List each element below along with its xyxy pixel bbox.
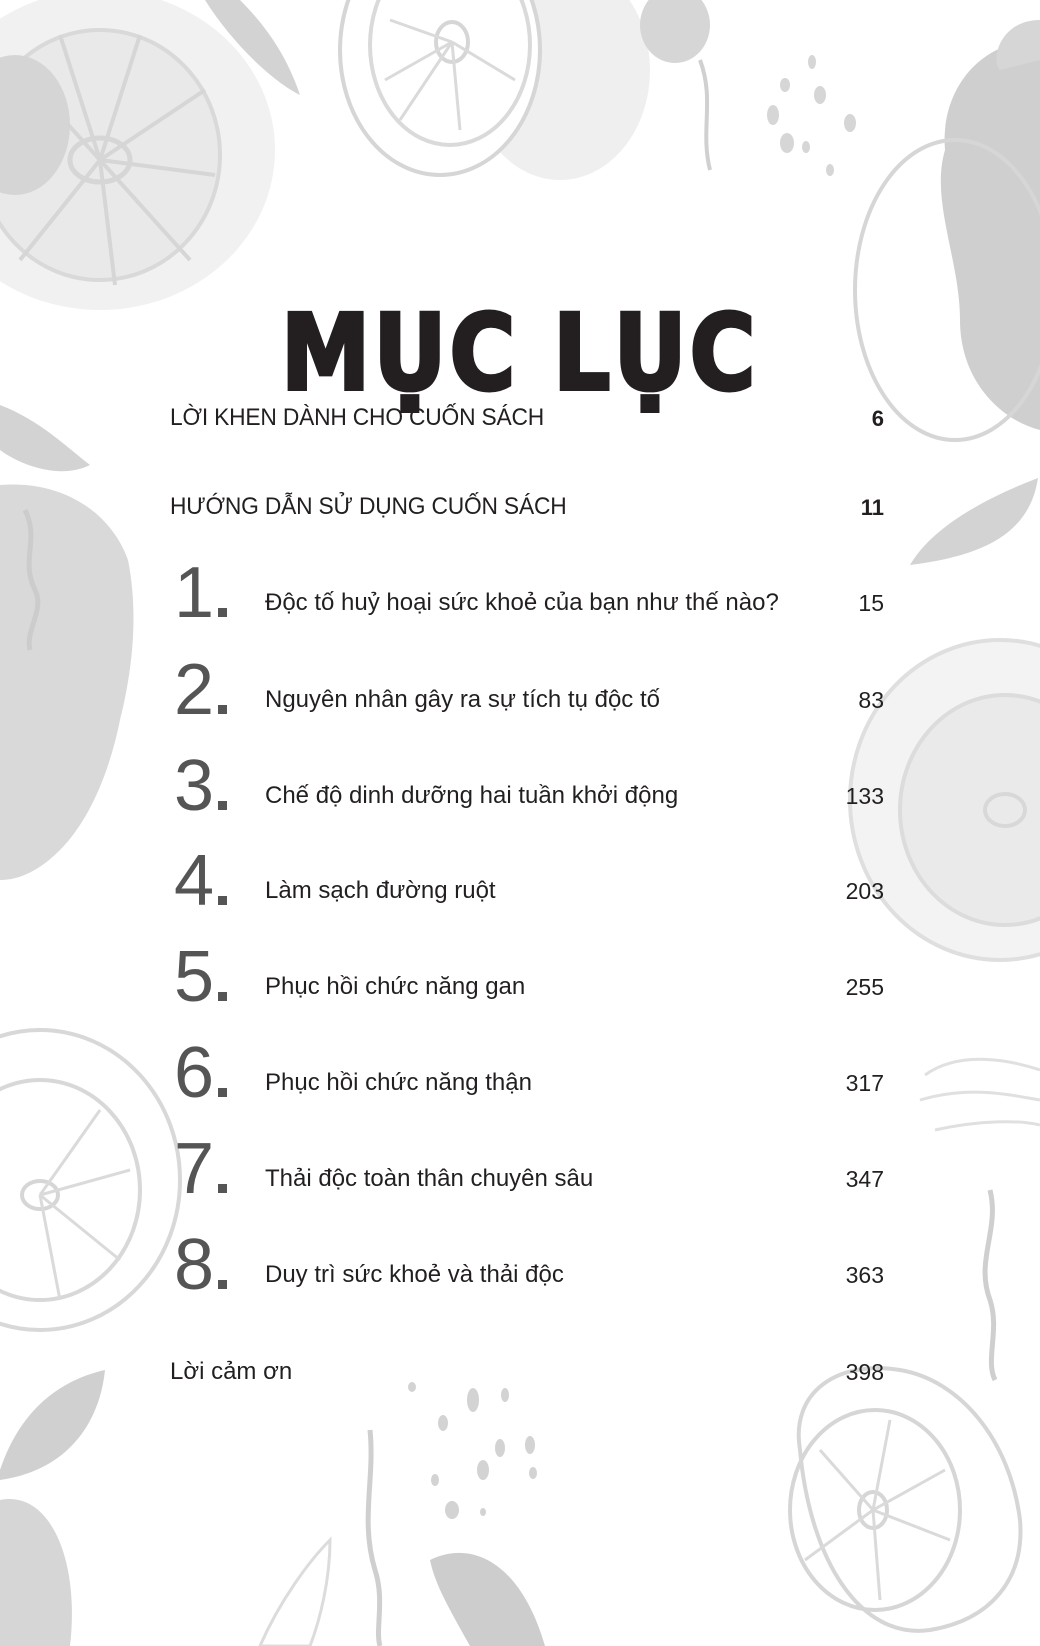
chapter-title: Thải độc toàn thân chuyên sâu [265,1165,594,1192]
leaf-icon [260,1540,545,1646]
toc-page-number: 203 [845,878,884,904]
toc-entry-how-to-use[interactable] [170,487,884,527]
vine-icon [985,1190,995,1380]
vine-icon [368,1430,380,1646]
chapter-number-dot [218,896,227,905]
toc-entry-label: LỜI KHEN DÀNH CHO CUỐN SÁCH [170,404,545,431]
seed-dots-icon [640,0,856,176]
lemon-slice-icon [340,0,650,180]
chapter-number-dot [218,705,227,714]
lemon-slice-icon [0,0,275,310]
toc-chapter-8[interactable] [170,1225,884,1305]
toc-page-number: 11 [860,495,884,520]
toc-page-number: 398 [845,1359,884,1385]
lemon-slice-icon [790,1368,1020,1631]
lemon-slice-icon [0,1030,180,1330]
toc-page-number: 133 [845,783,884,809]
leaf-icon [910,478,1038,565]
leaf-icon [0,405,90,471]
chapter-number-dot [218,1088,227,1097]
chapter-title: Phục hồi chức năng thận [265,1069,532,1096]
leaf-icon [0,1370,105,1646]
toc-chapter-4[interactable] [170,841,884,921]
chapter-title: Độc tố huỷ hoại sức khoẻ của bạn như thế nào? [265,589,779,616]
toc-page-number: 363 [845,1262,884,1288]
chapter-number: 8 [174,1229,227,1301]
toc-page-number: 83 [858,687,884,713]
vine-icon [920,1059,1040,1130]
chapter-number: 6 [174,1037,227,1109]
chapter-number-dot [218,1184,227,1193]
toc-page-number: 15 [858,590,884,616]
monstera-leaf-icon [0,484,133,880]
toc-page-number: 317 [845,1070,884,1096]
chapter-number: 2 [174,654,227,726]
toc-page-number: 255 [845,974,884,1000]
chapter-number-dot [218,992,227,1001]
toc-chapter-5[interactable] [170,937,884,1017]
chapter-title: Nguyên nhân gây ra sự tích tụ độc tố [265,686,660,713]
toc-entry-praise[interactable] [170,398,884,438]
chapter-number-dot [218,608,227,617]
toc-chapter-6[interactable] [170,1033,884,1113]
chapter-title: Chế độ dinh dưỡng hai tuần khởi động [265,782,679,809]
chapter-title: Làm sạch đường ruột [265,877,496,904]
toc-chapter-7[interactable] [170,1129,884,1209]
chapter-number-dot [218,801,227,810]
chapter-number: 4 [174,845,227,917]
toc-entry-label: Lời cảm ơn [170,1358,293,1385]
toc-entry-acknowledgements[interactable] [170,1352,884,1392]
chapter-number: 1 [174,557,227,629]
toc-chapter-3[interactable] [170,746,884,826]
seed-dots-icon [408,1382,537,1519]
toc-page-number: 347 [845,1166,884,1192]
chapter-number: 5 [174,941,227,1013]
chapter-number: 7 [174,1133,227,1205]
toc-entry-label: HƯỚNG DẪN SỬ DỤNG CUỐN SÁCH [170,493,567,520]
chapter-title: Phục hồi chức năng gan [265,973,526,1000]
chapter-number-dot [218,1280,227,1289]
chapter-number: 3 [174,750,227,822]
page-title: MỤC LỤC [281,291,759,414]
chapter-title: Duy trì sức khoẻ và thải độc [265,1261,564,1288]
toc-page-number: 6 [871,406,884,431]
toc-chapter-1[interactable] [170,553,884,633]
toc-chapter-2[interactable] [170,650,884,730]
